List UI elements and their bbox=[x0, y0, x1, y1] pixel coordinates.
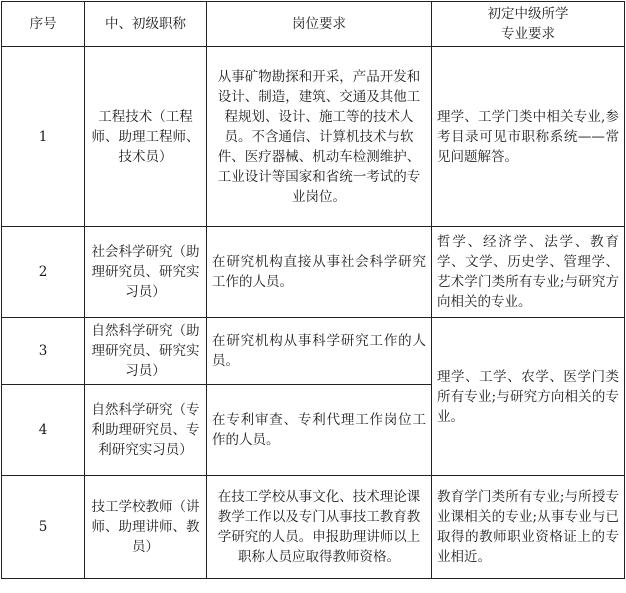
header-major: 初定中级所学 专业要求 bbox=[432, 2, 625, 47]
table-row bbox=[2, 318, 625, 385]
header-title: 中、初级职称 bbox=[85, 2, 207, 47]
row-duty: 在技工学校从事文化、技术理论课教学工作以及专门从事技工教育教学研究的人员。申报助理讲师以上职称人员应取得教师资格。 bbox=[207, 476, 432, 579]
title-requirements-table bbox=[1, 1, 625, 579]
row-duty: 在研究机构直接从事社会科学研究工作的人员。 bbox=[207, 227, 432, 318]
table-row bbox=[2, 47, 625, 227]
row-major: 哲学、经济学、法学、教育学、文学、历史学、管理学、艺术学门类所有专业;与研究方向相关的专业。 bbox=[432, 227, 625, 318]
row-no: 5 bbox=[2, 476, 85, 579]
row-title: 工程技术（工程师、助理工程师、技术员） bbox=[85, 47, 207, 227]
row-no: 1 bbox=[2, 47, 85, 227]
row-no: 2 bbox=[2, 227, 85, 318]
header-row bbox=[2, 2, 625, 47]
row-duty: 从事矿物勘探和开采，产品开发和设计、制造，建筑、交通及其他工程规划、设计、施工等的技术人员。不含通信、计算机技术与软件、医疗器械、机动车检测维护、工业设计等国家和省统一考试的专业岗位。 bbox=[207, 47, 432, 227]
row-major: 理学、工学门类中相关专业,参考目录可见市职称系统——常见问题解答。 bbox=[432, 47, 625, 227]
row-duty: 在研究机构从事科学研究工作的人员。 bbox=[207, 318, 432, 385]
table-row bbox=[2, 476, 625, 579]
row-major: 教育学门类所有专业;与所授专业课相关的专业;从事专业与已取得的教师职业资格证上的专业相近。 bbox=[432, 476, 625, 579]
row-title: 技工学校教师（讲师、助理讲师、教员） bbox=[85, 476, 207, 579]
header-no: 序号 bbox=[2, 2, 85, 47]
row-major-merged: 理学、工学、农学、医学门类所有专业;与研究方向相关的专业。 bbox=[432, 318, 625, 476]
row-no: 4 bbox=[2, 385, 85, 476]
row-duty: 在专利审查、专利代理工作岗位工作的人员。 bbox=[207, 385, 432, 476]
row-no: 3 bbox=[2, 318, 85, 385]
table-row bbox=[2, 227, 625, 318]
header-duty: 岗位要求 bbox=[207, 2, 432, 47]
row-title: 自然科学研究（专利助理研究员、专利研究实习员） bbox=[85, 385, 207, 476]
row-title: 社会科学研究（助理研究员、研究实习员） bbox=[85, 227, 207, 318]
row-title: 自然科学研究（助理研究员、研究实习员） bbox=[85, 318, 207, 385]
